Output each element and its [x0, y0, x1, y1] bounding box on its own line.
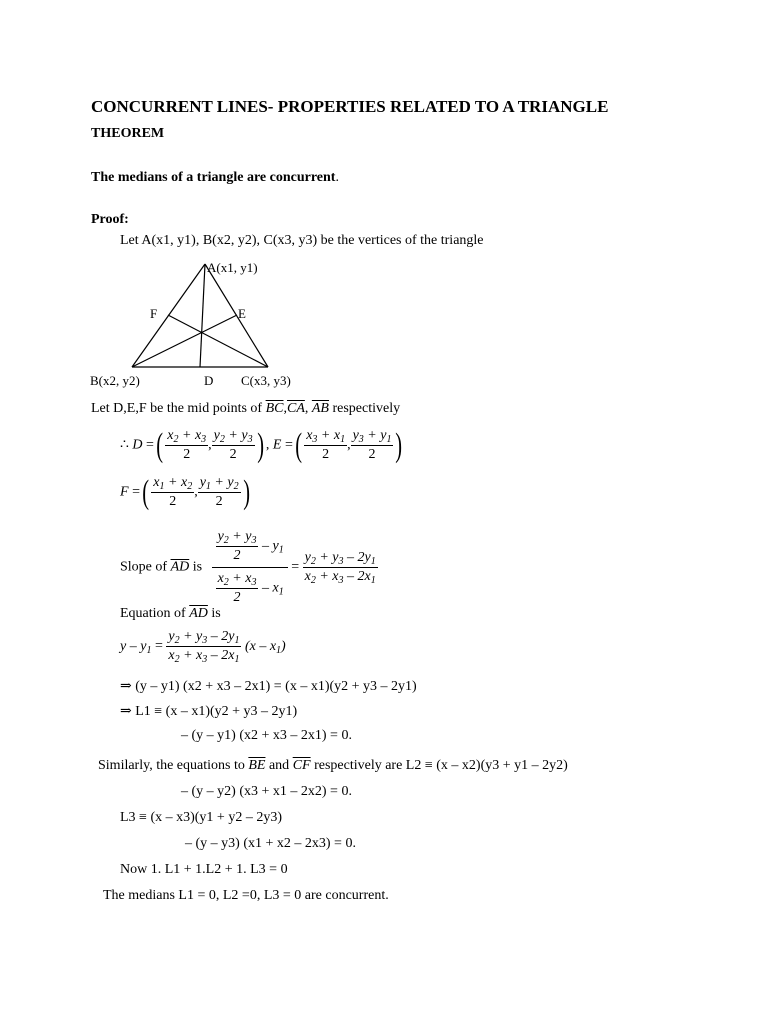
implies-line-1: ⇒ (y – y1) (x2 + x3 – 2x1) = (x – x1)(y2 + y3 – 2y1): [120, 679, 417, 694]
l3-line: L3 ≡ (x – x3)(y1 + y2 – 2y3): [120, 810, 282, 825]
segment-ad-2: $\overline{AD}$: [189, 606, 208, 621]
now-line: Now 1. L1 + 1.L2 + 1. L3 = 0: [120, 862, 288, 877]
midpoint-f-formula: F =( $\frac{x_1 + x_2}{2}$ , $\frac{y_1 + y_2}{2}$ ): [120, 473, 250, 511]
segment-be: $\overline{BE}$: [248, 758, 266, 773]
segment-ab: $\overline{AB}$: [311, 401, 329, 416]
page-title: CONCURRENT LINES- PROPERTIES RELATED TO A TRIANGLE: [91, 97, 609, 116]
l3-cont-line: – (y – y3) (x1 + x2 – 2x3) = 0.: [185, 836, 356, 851]
segment-cf: $\overline{CF}$: [292, 758, 311, 773]
statement-period: .: [335, 170, 339, 185]
label-d: D: [204, 373, 214, 388]
median-be: [132, 315, 237, 367]
equation-is: is: [211, 606, 221, 621]
conclusion-line: The medians L1 = 0, L2 =0, L3 = 0 are concurrent.: [103, 888, 389, 903]
equation-of: Equation of: [120, 606, 186, 621]
segment-ad: $\overline{AD}$: [170, 559, 190, 575]
slope-ad-formula: Slope of $\overline{AD}$ is $\frac{y_2 + y_3}{2}$ – $y_1$ $\frac{x_2 + x_3}{2}$ – $x_1$ = $\frac{y_2 + y_3 - 2y_1}{x_2 + x_3 - 2x_1}$: [120, 526, 378, 609]
statement-text: The medians of a triangle are concurrent: [91, 170, 336, 185]
median-cf: [168, 315, 268, 367]
midpoints-line: Let D,E,F be the mid points of $\overline{BC},\overline{CA}$, $\overline{AB}$ respectively: [91, 401, 401, 416]
similarly-line: [98, 758, 568, 774]
label-e: E: [238, 306, 246, 321]
implies-line-2: ⇒ L1 ≡ (x – x1)(y2 + y3 – 2y1): [120, 704, 298, 719]
label-a: A(x1, y1): [207, 260, 258, 275]
label-b: B(x2, y2): [90, 373, 140, 388]
implies-line-2-cont: – (y – y1) (x2 + x3 – 2x1) = 0.: [181, 728, 352, 743]
equation-ad-formula: y – $y_1$ = $\frac{y_2 + y_3 - 2y_1}{x_2 + x_3 - 2x_1}$ $(x - x_1)$: [120, 629, 286, 665]
midpoints-pre: Let D,E,F be the mid points of: [91, 401, 263, 416]
label-f: F: [150, 306, 158, 321]
and-word: and: [268, 758, 290, 773]
midpoints-post: respectively: [332, 401, 401, 416]
proof-heading: Proof:: [91, 212, 129, 227]
l2-cont-line: – (y – y2) (x3 + x1 – 2x2) = 0.: [181, 784, 352, 799]
triangle-diagram: [80, 255, 320, 395]
theorem-statement: [91, 170, 339, 186]
median-ad: [200, 264, 205, 367]
segment-ca: $\overline{CA}$: [286, 401, 305, 416]
segment-bc: $\overline{BC}$: [265, 401, 284, 416]
similarly-pre: Similarly, the equations to: [98, 758, 245, 773]
label-c: C(x3, y3): [241, 373, 291, 388]
theorem-heading: THEOREM: [91, 126, 165, 141]
similarly-post: respectively are L2 ≡ (x – x2)(y3 + y1 – 2y2): [314, 758, 568, 773]
slope-pre: Slope of: [120, 559, 168, 575]
equation-ad-heading: [120, 606, 221, 622]
slope-is: is: [192, 559, 203, 575]
midpoint-d-e-formula: ∴ D =( $\frac{x_2 + x_3}{2}$ , $\frac{y_2 + y_3}{2}$ ) , E =( $\frac{x_3 + x_1}{2}$ , $\frac{y_3 + y_1}{2}$ ): [120, 426, 403, 464]
let-vertices-line: Let A(x1, y1), B(x2, y2), C(x3, y3) be the vertices of the triangle: [120, 233, 484, 248]
